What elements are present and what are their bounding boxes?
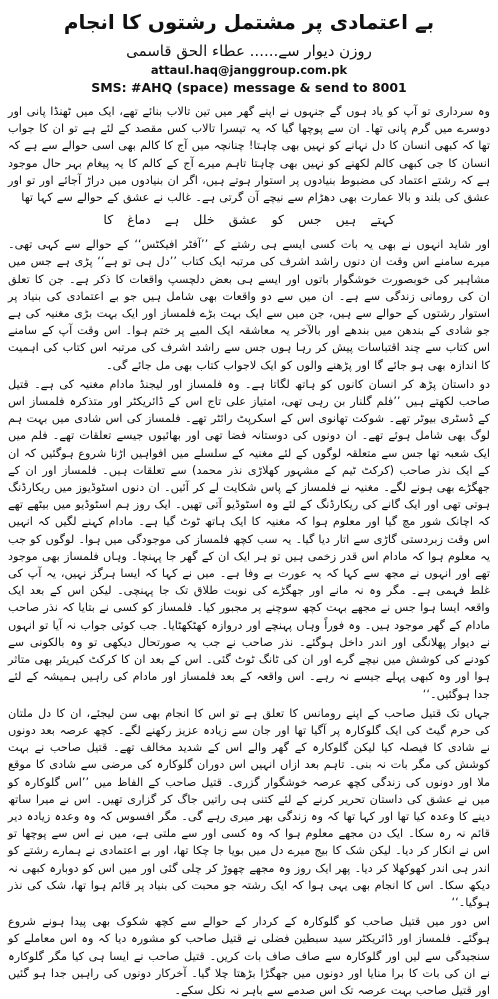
author-email: attaul.haq@janggroup.com.pk bbox=[150, 63, 348, 77]
article-title: بے اعتمادی پر مشتمل رشتوں کا انجام bbox=[63, 10, 435, 34]
article-paragraph: اور شاید انہوں نے بھی یہ بات کسی ایسے ہی رشتے کے ’’آفٹر افیکٹس‘‘ کے حوالے سے کہی تھی۔ میرے سامنے اس وقت ان دنوں راشد اشرف کی مرتبہ ایک کتاب ’’دل ہی تو ہے‘‘ پڑی ہے جس میں مشاہیر کی خوبصورت خوشگوار باتوں اور ایسے ہی بعض دلچسپ واقعات کا ذکر ہے۔ جن کا تعلق ان کی رومانی زندگی سے ہے۔ ان میں سے دو واقعات بھی شامل ہیں جو بے اعتمادی کی بنیاد پر استوار رشتوں کے حوالے سے ہیں، جن میں سے ایک بہت بڑے فلمساز اور ایک بہت بڑی مغنیہ کی ہے جو شادی کے بندھن میں بندھے اور بالآخر یہ معاشقہ ایک المیے پر ختم ہوا۔ اس وقت آپ کے سامنے اس کتاب سے چند اقتباسات پیش کر رہا ہوں جس سے راشد اشرف کی مرتبہ اس کتاب کی اہمیت کا اندازہ بھی ہو جائے گا اور پڑھنے والوں کو ایک لاجواب کتاب بھی مل جائے گی۔ bbox=[8, 238, 490, 372]
column-byline: روزن دیوار سے...... عطاء الحق قاسمی bbox=[126, 42, 372, 60]
article-paragraph: جہاں تک قتیل صاحب کے اپنے رومانس کا تعلق ہے تو اس کا انجام بھی سن لیجئے، ان کا دل ملتان کی حرم گیٹ کی ایک گلوکارہ پر آگیا تھا اور جان سے زیادہ عزیز رکھنے لگے۔ کچھ عرصہ بعد دونوں نے شادی کا فیصلہ کیا لیکن گلوکارہ کے گھر والے اس کے شدید مخالف تھے۔ قتیل صاحب نے بہت کوشش کی مگر بات نہ بنی۔ تاہم بعد ازاں انہیں اس دوران گلوکارہ کی مرضی سے شادی کا موقع ملا اور دونوں کی زندگی کچھ عرصہ خوشگوار گزری۔ قتیل صاحب کے الفاظ میں ’’اس گلوکارہ کو میں نے عشق کی داستان تحریر کرنے کے لئے کتنی ہی راتیں جاگ کر گزاری تھیں۔ اس نے میرا ساتھ دینے کا وعدہ کیا تھا اور کہا تھا کہ وہ زندگی بھر میری رہے گی۔ مگر افسوس کہ وہ وعدہ زیادہ دیر قائم نہ رہ سکا۔ ایک دن مجھے معلوم ہوا کہ وہ کسی اور سے ملتی ہے، میں نے اس سے پوچھا تو اس نے انکار کر دیا۔ لیکن شک کا بیج میرے دل میں بویا جا چکا تھا، اور بے اعتمادی نے ہمارے رشتے کو اندر ہی اندر کھوکھلا کر دیا۔ پھر ایک روز وہ مجھے چھوڑ کر چلی گئی اور میں اس کو دوبارہ کبھی نہ دیکھ سکا۔ اس کا انجام بھی یہی ہوا کہ ایک رشتہ جو محبت کی بنیاد پر قائم ہوا تھا، شک کی نذر ہوگیا۔‘‘ bbox=[8, 706, 490, 909]
article-paragraph: دو داستان پڑھ کر انسان کانوں کو ہاتھ لگاتا ہے۔ وہ فلمساز اور لیجنڈ مادام مغنیہ کی ہے۔ قتیل صاحب لکھتے ہیں ’’فلم گلنار بن رہی تھی، امتیاز علی تاج اس کے ڈائریکٹر اور متذکرہ فلمساز اس کے ڈسٹری بیوٹر تھے۔ شوکت تھانوی اس کے اسکرپٹ رائٹر تھے۔ فلمساز کی اس شادی میں بہت ہم لوگ بھی شامل ہوئے تھے۔ ان دونوں کی دوستانہ فضا تھی اور بھائیوں جیسے تعلقات تھے۔ فلم میں ایک شعبہ تھا جس سے متعلقہ لوگوں کے لئے مغنیہ کے سلسلے میں افواہیں اڑنا شروع ہوگئیں کہ ان کے ایک نذر صاحب (کرکٹ ٹیم کے مشہور کھلاڑی نذر محمد) سے تعلقات ہیں۔ فلمساز اور ان کے جھگڑے بھی ہونے لگے۔ مغنیہ نے فلمساز کے پاس شکایت لے کر آئیں۔ ان دنوں اسٹوڈیوز میں ریکارڈنگ ہوتی تھی اور ایک گانے کی ریکارڈنگ کے لئے وہ اسٹوڈیو آتی تھیں۔ ایک روز ہم اسٹوڈیو میں بیٹھے تھے کہ اچانک شور مچ گیا اور معلوم ہوا کہ مغنیہ کا ایک ہاتھ ٹوٹ گیا ہے۔ مادام کہنے لگیں کہ انہیں اس وقت زبردستی گاڑی سے اتار دیا گیا۔ یہ سب کچھ فلمساز کی موجودگی میں ہوا۔ لوگوں کو جب یہ معلوم ہوا کہ مادام اس قدر زخمی ہیں تو ہر ایک ان کے گھر جا پہنچا۔ وہاں فلمساز بھی موجود تھے اور انہوں نے مجھ سے کہا کہ یہ عورت بے وفا ہے۔ میں نے کہا کہ ایسا ہرگز نہیں، یہ آپ کی غلط فہمی ہے۔ مگر وہ نہ مانے اور جھگڑے کی نوبت طلاق تک جا پہنچی۔ لیکن اس کے بعد ایک واقعہ ایسا ہوا جس نے مجھے بہت کچھ سوچنے پر مجبور کیا۔ فلمساز کو کسی نے بتایا کہ نذر صاحب مادام کے گھر موجود ہیں۔ وہ فوراً وہاں پہنچے اور دروازہ کھٹکھٹایا۔ جب کوئی جواب نہ آیا تو انہوں نے دیوار پھلانگی اور اندر داخل ہوگئے۔ نذر صاحب نے جب یہ صورتحال دیکھی تو وہ بالکونی سے کودنے کی کوشش میں نیچے گرے اور ان کی ٹانگ ٹوٹ گئی۔ اس کے بعد ان کا کرکٹ کیریئر بھی متاثر ہوا اور وہ کبھی پہلے جیسے نہ رہے۔ اس واقعہ کے بعد فلمساز اور مادام کی راہیں ہمیشہ کے لئے جدا ہوگئیں۔‘‘ bbox=[8, 377, 490, 701]
sms-info: SMS: #AHQ (space) message & send to 8001 bbox=[91, 80, 407, 95]
article-paragraph: وہ سرداری تو آپ کو یاد ہوں گے جنہوں نے اپنے گھر میں تین تالاب بنائے تھے، ایک میں ٹھنڈا پانی اور دوسرے میں گرم پانی تھا۔ ان سے پوچھا گیا کہ یہ تیسرا تالاب کس مقصد کے لئے ہے تو ان کا جواب تھا کہ کبھی انسان کا دل نہانے کو نہیں بھی چاہتا! چنانچہ میں آج کا کالم بھی اسی حوالے سے ہے کہ انسان کا جی کبھی کالم لکھنے کو نہیں بھی چاہتا تاہم میرے آج کے کالم کا یہ پیغام بہر حال موجود ہے کہ رشتے اعتماد کی مضبوط بنیادوں پر استوار ہوتے ہیں، اگر ان بنیادوں میں دراڑ آجائے اور تو اور عشق کی بلند و بالا عمارت بھی دھڑام سے نیچے آن گرتی ہے۔ غالب نے عشق کے حوالے سے کہا تھا bbox=[8, 105, 490, 205]
article-paragraph: اس دور میں قتیل صاحب کو گلوکارہ کے کردار کے حوالے سے کچھ شکوک بھی پیدا ہونے شروع ہوگئے۔ فلمساز اور ڈائریکٹر سید سبطین فضلی نے قتیل صاحب کو مشورہ دیا کہ وہ اس معاملے کو سنجیدگی سے لیں اور گلوکارہ سے صاف صاف بات کریں۔ قتیل صاحب نے ایسا ہی کیا مگر گلوکارہ نے ان کی بات کا برا منایا اور دونوں میں جھگڑا بڑھتا چلا گیا۔ آخرکار دونوں کی راہیں جدا ہو گئیں اور قتیل صاحب بہت عرصہ تک اس صدمے سے باہر نہ نکل سکے۔ bbox=[8, 915, 490, 997]
ghalib-verse: کہتے ہیں جس کو عشق خلل ہے دماغ کا bbox=[103, 212, 395, 228]
